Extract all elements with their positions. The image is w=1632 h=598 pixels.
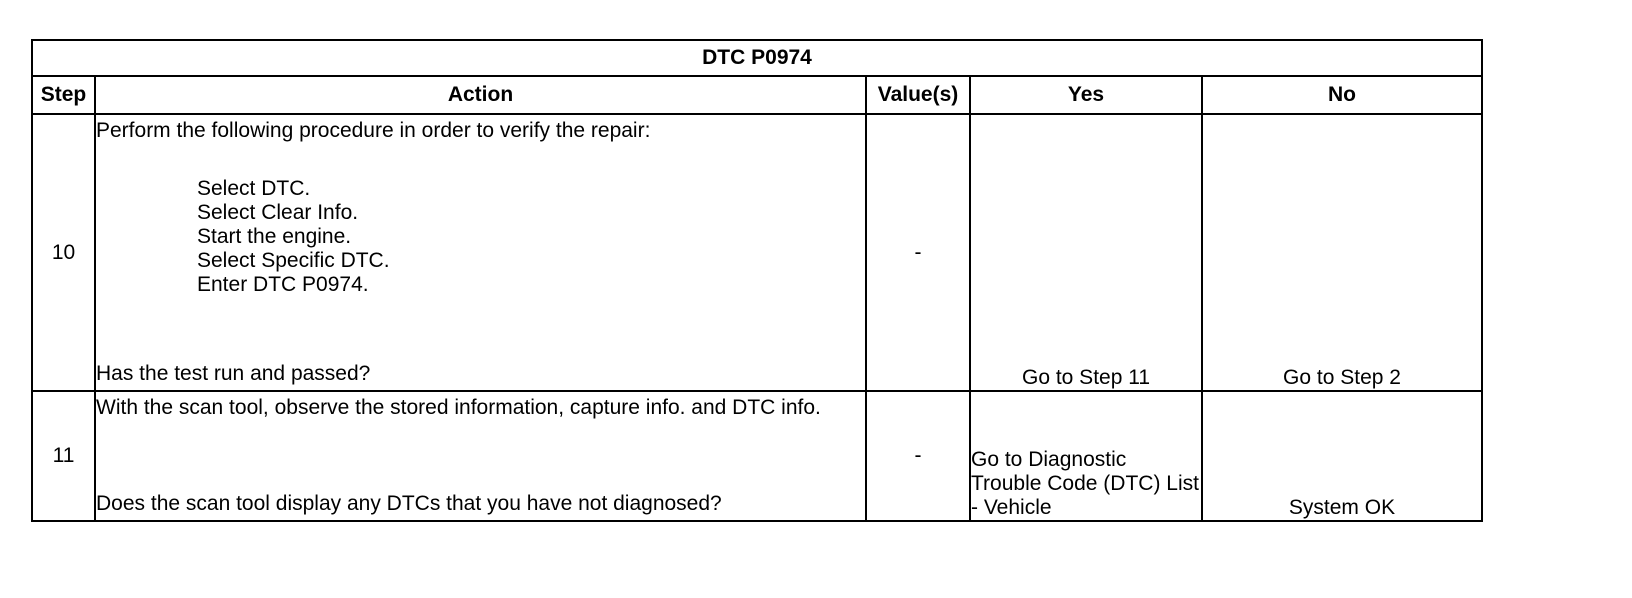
table-header-row: [32, 76, 1482, 114]
step-number: 11: [32, 391, 95, 521]
procedure-list: [197, 177, 390, 297]
table-title: DTC P0974: [32, 40, 1482, 76]
header-values: Value(s): [866, 76, 970, 114]
dtc-table: [31, 39, 1483, 522]
header-action: Action: [95, 76, 866, 114]
yes-result: Go to Step 11: [970, 114, 1202, 391]
procedure-step: Enter DTC P0974.: [197, 273, 369, 296]
action-cell: [95, 114, 866, 391]
action-cell: [95, 391, 866, 521]
procedure-step: Start the engine.: [197, 225, 352, 248]
action-intro: Perform the following procedure in order to verify the repair:: [96, 119, 651, 142]
table-title-row: [32, 40, 1482, 76]
value-cell: -: [866, 114, 970, 391]
procedure-step: Select DTC.: [197, 177, 311, 200]
header-step: Step: [32, 76, 95, 114]
table-row-step-10: [32, 114, 1482, 391]
procedure-step: Select Specific DTC.: [197, 249, 390, 272]
value-cell: -: [866, 391, 970, 521]
yes-result: Go to Diagnostic Trouble Code (DTC) List - Vehicle: [970, 391, 1202, 521]
action-question: Has the test run and passed?: [96, 362, 371, 385]
header-yes: Yes: [970, 76, 1202, 114]
table-row-step-11: [32, 391, 1482, 521]
no-result: Go to Step 2: [1202, 114, 1482, 391]
action-question: Does the scan tool display any DTCs that you have not diagnosed?: [96, 492, 722, 515]
action-intro: With the scan tool, observe the stored information, capture info. and DTC info.: [96, 396, 821, 419]
header-no: No: [1202, 76, 1482, 114]
step-number: 10: [32, 114, 95, 391]
no-result: System OK: [1202, 391, 1482, 521]
procedure-step: Select Clear Info.: [197, 201, 359, 224]
